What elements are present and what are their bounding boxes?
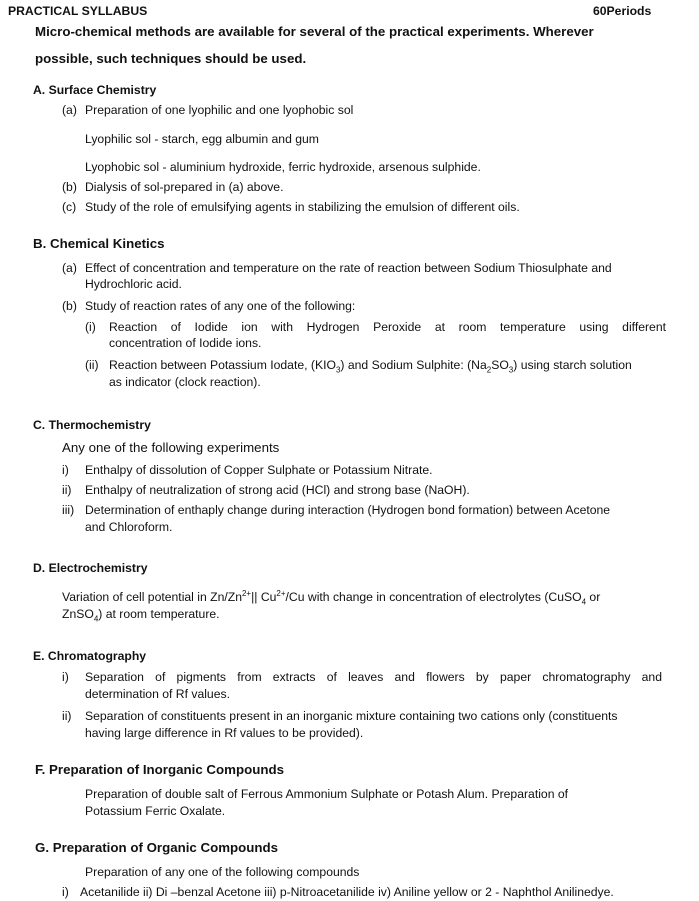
section-c-item-i-text: Enthalpy of dissolution of Copper Sulphate or Potassium Nitrate.: [85, 463, 433, 477]
section-c-intro: Any one of the following experiments: [62, 440, 280, 455]
section-b-subitem-i-line-2: concentration of Iodide ions.: [109, 336, 262, 350]
intro-line-1: Micro-chemical methods are available for several of the practical experiments. Wherever: [35, 24, 594, 39]
section-b-subitem-ii-line-2: as indicator (clock reaction).: [109, 375, 261, 389]
section-f-heading: F. Preparation of Inorganic Compounds: [35, 762, 284, 777]
section-b-item-a-line-2: Hydrochloric acid.: [85, 277, 182, 291]
section-b-item-b-label: (b): [62, 299, 77, 313]
section-a-item-c-label: (c): [62, 200, 77, 214]
intro-line-2: possible, such techniques should be used.: [35, 51, 307, 66]
lyophobic-sol-text: Lyophobic sol - aluminium hydroxide, ferric hydroxide, arsenous sulphide.: [85, 160, 481, 174]
lyophilic-sol-text: Lyophilic sol - starch, egg albumin and gum: [85, 132, 319, 146]
section-e-item-ii-label: ii): [62, 709, 72, 723]
section-e-item-ii-line-1: Separation of constituents present in an inorganic mixture containing two cations only (constituents: [85, 709, 618, 723]
section-f-line-1: Preparation of double salt of Ferrous Ammonium Sulphate or Potash Alum. Preparation of: [85, 787, 569, 801]
section-e-item-i-line-1: Separation of pigments from extracts of leaves and flowers by paper chromatography and: [85, 670, 662, 684]
section-a-item-b-label: (b): [62, 180, 77, 194]
section-a-item-c-text: Study of the role of emulsifying agents in stabilizing the emulsion of different oils.: [85, 200, 520, 214]
section-a-item-a-label: (a): [62, 103, 77, 117]
section-b-item-a-line-1: Effect of concentration and temperature on the rate of reaction between Sodium Thiosulphate and: [85, 261, 612, 275]
section-g-heading: G. Preparation of Organic Compounds: [35, 840, 279, 855]
section-b-subitem-ii-label: (ii): [85, 358, 99, 372]
section-g-intro: Preparation of any one of the following compounds: [85, 865, 360, 879]
page-title: PRACTICAL SYLLABUS: [8, 4, 148, 18]
section-e-item-i-line-2: determination of Rf values.: [85, 687, 230, 701]
section-e-heading: E. Chromatography: [33, 649, 147, 663]
section-f-line-2: Potassium Ferric Oxalate.: [85, 804, 226, 818]
section-a-heading: A. Surface Chemistry: [33, 83, 157, 97]
section-e-item-ii-line-2: having large difference in Rf values to be provided).: [85, 726, 364, 740]
section-d-line-2: ZnSO$_4$) at room temperature.: [62, 607, 220, 624]
section-b-subitem-i-line-1: Reaction of Iodide ion with Hydrogen Peroxide at room temperature using different: [109, 320, 666, 334]
section-b-subitem-i-label: (i): [85, 320, 96, 334]
section-c-heading: C. Thermochemistry: [33, 418, 151, 432]
section-c-item-iii-label: iii): [62, 503, 75, 517]
section-d-line-1: Variation of cell potential in $Zn/Zn^{2+}||$ $Cu^{2+}/Cu$ with change in concentration of electrolytes (CuSO$_4$ or: [62, 588, 601, 607]
section-a-item-b-text: Dialysis of sol-prepared in (a) above.: [85, 180, 284, 194]
section-c-item-iii-line-2: and Chloroform.: [85, 520, 173, 534]
section-e-item-i-label: i): [62, 670, 69, 684]
section-b-subitem-ii-line-1: Reaction between Potassium Iodate, $(KIO_3)$ and Sodium Sulphite: $(Na_2SO_3)$ using starch solution: [109, 358, 632, 375]
section-b-heading: B. Chemical Kinetics: [33, 236, 165, 251]
section-b-item-a-label: (a): [62, 261, 77, 275]
section-a-item-a-text: Preparation of one lyophilic and one lyophobic sol: [85, 103, 354, 117]
periods-label: 60Periods: [593, 4, 652, 18]
section-b-item-b-text: Study of reaction rates of any one of the following:: [85, 299, 356, 313]
section-d-heading: D. Electrochemistry: [33, 561, 148, 575]
section-c-item-ii-text: Enthalpy of neutralization of strong acid (HCl) and strong base (NaOH).: [85, 483, 470, 497]
section-g-list-text: Acetanilide ii) Di –benzal Acetone iii) p-Nitroacetanilide iv) Aniline yellow or 2 - Naphthol Anilinedye.: [80, 885, 614, 899]
section-c-item-i-label: i): [62, 463, 69, 477]
section-g-list-label: i): [62, 885, 69, 899]
section-c-item-iii-line-1: Determination of enthaply change during interaction (Hydrogen bond formation) between Acetone: [85, 503, 611, 517]
section-c-item-ii-label: ii): [62, 483, 72, 497]
